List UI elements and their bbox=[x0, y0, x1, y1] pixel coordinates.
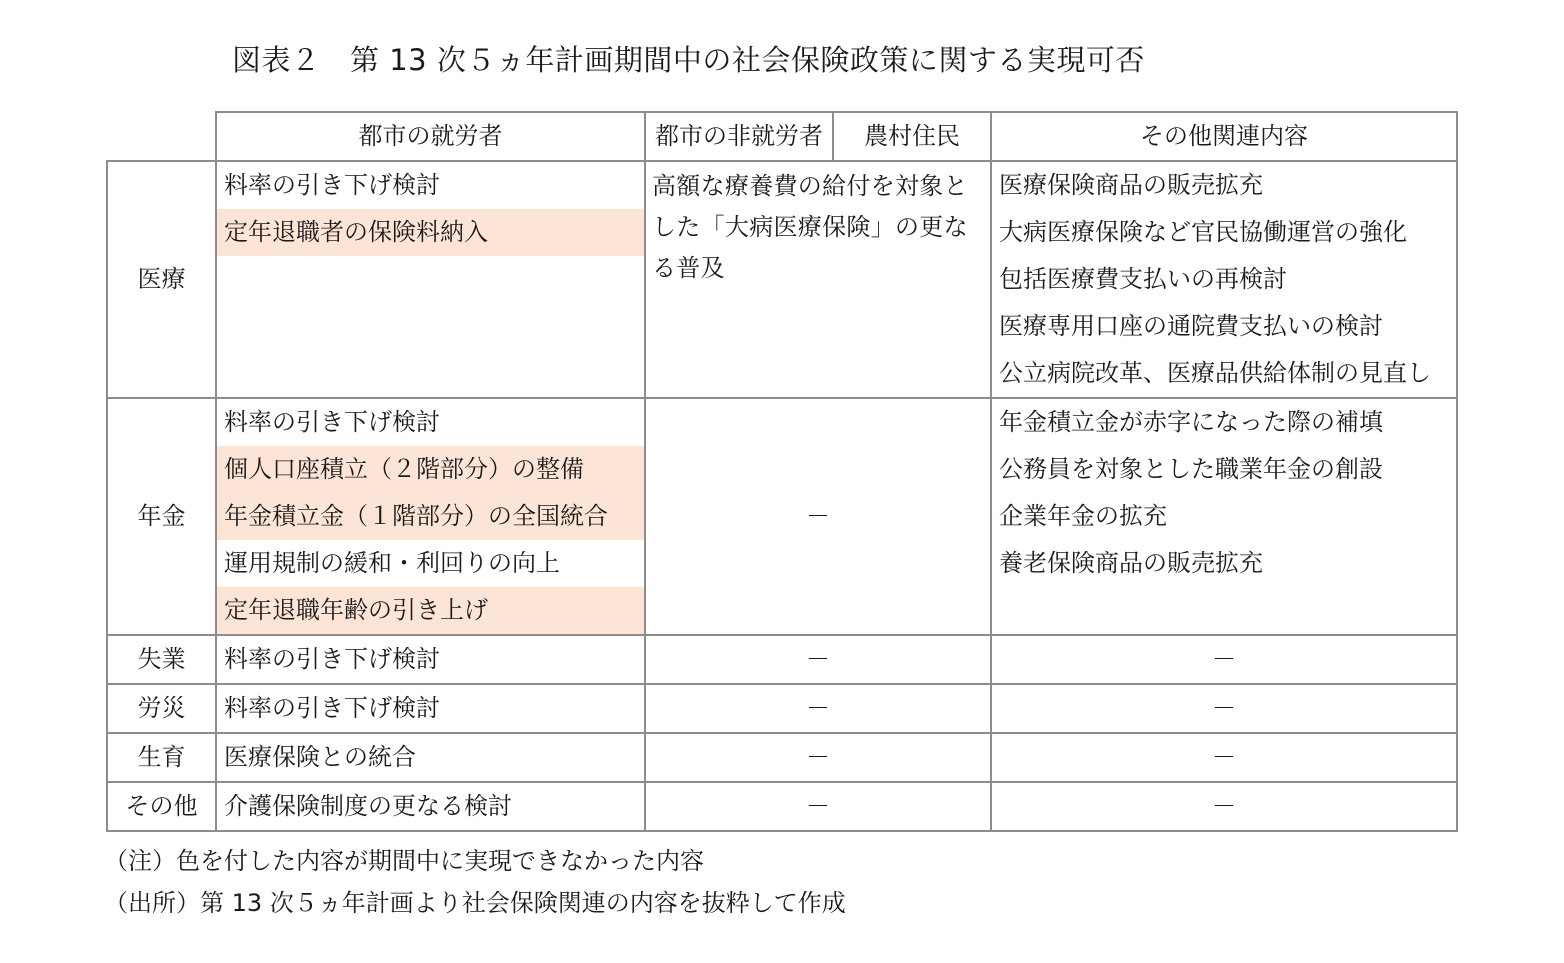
source-line: （出所）第 13 次５ヵ年計画より社会保険関連の内容を抜粋して作成 bbox=[104, 889, 846, 917]
medical-other-item: 医療専用口座の通院費支払いの検討 bbox=[999, 312, 1383, 340]
note-line: （注）色を付した内容が期間中に実現できなかった内容 bbox=[104, 847, 704, 875]
category-others: その他 bbox=[107, 782, 216, 831]
pension-urban-cell bbox=[216, 398, 645, 635]
others-urban-cell bbox=[216, 782, 645, 831]
work-injury-urban-cell bbox=[216, 684, 645, 733]
figure-title: 図表２ 第 13 次５ヵ年計画期間中の社会保険政策に関する実現可否 bbox=[232, 43, 1145, 77]
header-rural-residents: 農村住民 bbox=[833, 112, 991, 161]
medical-other-item: 大病医療保険など官民協働運営の強化 bbox=[999, 218, 1407, 246]
pension-other-item: 年金積立金が赤字になった際の補填 bbox=[999, 408, 1383, 436]
unemployment-other-cell: － bbox=[991, 635, 1457, 684]
notes-block bbox=[104, 840, 846, 924]
category-medical: 医療 bbox=[107, 161, 216, 398]
medical-other-item: 医療保険商品の販売拡充 bbox=[999, 171, 1263, 199]
others-other-cell: － bbox=[991, 782, 1457, 831]
pension-other-item: 公務員を対象とした職業年金の創設 bbox=[999, 455, 1383, 483]
header-other: その他関連内容 bbox=[991, 112, 1457, 161]
policy-table-wrapper bbox=[106, 111, 1456, 819]
pension-urban-item-unrealized: 定年退職年齢の引き上げ bbox=[217, 587, 644, 634]
others-urban-item: 介護保険制度の更なる検討 bbox=[224, 792, 512, 820]
medical-urban-item-unrealized: 定年退職者の保険料納入 bbox=[217, 209, 644, 256]
work-injury-other-cell: － bbox=[991, 684, 1457, 733]
header-urban-workers: 都市の就労者 bbox=[216, 112, 645, 161]
category-pension: 年金 bbox=[107, 398, 216, 635]
row-pension bbox=[107, 398, 1457, 635]
others-non-urban-cell: － bbox=[645, 782, 991, 831]
work-injury-urban-item: 料率の引き下げ検討 bbox=[224, 694, 440, 722]
medical-other-item: 公立病院改革、医療品供給体制の見直し bbox=[999, 359, 1431, 387]
unemployment-urban-item: 料率の引き下げ検討 bbox=[224, 645, 440, 673]
row-medical bbox=[107, 161, 1457, 398]
pension-other-cell bbox=[991, 398, 1457, 635]
maternity-urban-cell bbox=[216, 733, 645, 782]
medical-urban-cell bbox=[216, 161, 645, 398]
maternity-non-urban-cell: － bbox=[645, 733, 991, 782]
medical-non-urban-cell bbox=[645, 161, 991, 398]
category-maternity: 生育 bbox=[107, 733, 216, 782]
pension-other-item: 企業年金の拡充 bbox=[999, 502, 1167, 530]
maternity-other-cell: － bbox=[991, 733, 1457, 782]
row-work-injury bbox=[107, 684, 1457, 733]
header-row bbox=[107, 112, 1457, 161]
work-injury-non-urban-cell: － bbox=[645, 684, 991, 733]
pension-urban-item-unrealized: 年金積立金（１階部分）の全国統合 bbox=[217, 493, 644, 540]
pension-other-item: 養老保険商品の販売拡充 bbox=[999, 549, 1263, 577]
pension-urban-item-unrealized: 個人口座積立（２階部分）の整備 bbox=[217, 446, 644, 493]
medical-urban-item: 料率の引き下げ検討 bbox=[224, 171, 440, 199]
header-urban-non-workers: 都市の非就労者 bbox=[645, 112, 833, 161]
pension-non-urban-cell: － bbox=[645, 398, 991, 635]
corner-cell bbox=[107, 112, 216, 161]
medical-other-cell bbox=[991, 161, 1457, 398]
unemployment-non-urban-cell: － bbox=[645, 635, 991, 684]
policy-table bbox=[106, 111, 1458, 832]
maternity-urban-item: 医療保険との統合 bbox=[224, 743, 416, 771]
pension-urban-item: 運用規制の緩和・利回りの向上 bbox=[224, 549, 560, 577]
category-work-injury: 労災 bbox=[107, 684, 216, 733]
medical-non-urban-text: 高額な療養費の給付を対象とした「大病医療保険」の更なる普及 bbox=[652, 172, 968, 282]
category-unemployment: 失業 bbox=[107, 635, 216, 684]
medical-other-item: 包括医療費支払いの再検討 bbox=[999, 265, 1287, 293]
row-maternity bbox=[107, 733, 1457, 782]
unemployment-urban-cell bbox=[216, 635, 645, 684]
row-unemployment bbox=[107, 635, 1457, 684]
row-others bbox=[107, 782, 1457, 831]
pension-urban-item: 料率の引き下げ検討 bbox=[224, 408, 440, 436]
